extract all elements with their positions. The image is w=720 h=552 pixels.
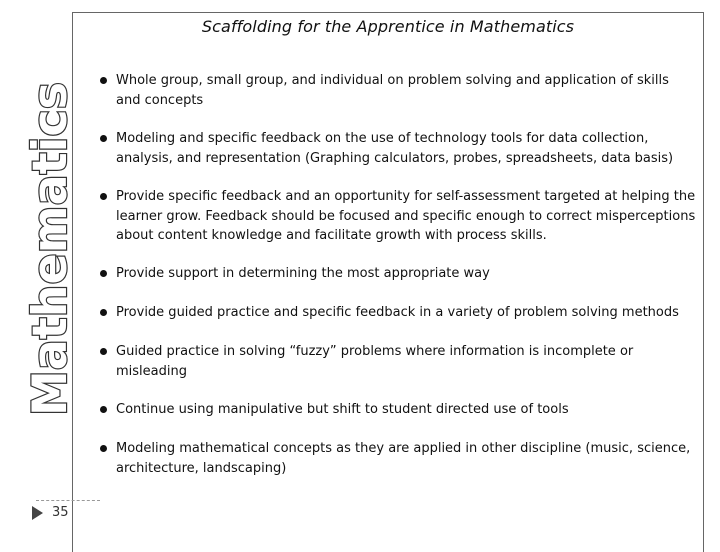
list-item: [100, 400, 696, 420]
slide-content-frame: [72, 12, 704, 552]
list-item-text: Whole group, small group, and individual on problem solving and application of skills and concepts: [116, 73, 669, 108]
list-item: [100, 187, 696, 246]
list-item-text: Modeling and specific feedback on the use of technology tools for data collection, analysis, and representation (Graphing calculators, probes, spreadsheets, data basis): [116, 131, 674, 166]
bullet-icon: [100, 135, 107, 142]
footer-divider: [36, 500, 100, 501]
list-item: [100, 71, 696, 110]
bullet-icon: [100, 309, 107, 316]
bullet-icon: [100, 445, 107, 452]
list-item-text: Provide guided practice and specific feedback in a variety of problem solving methods: [116, 305, 679, 320]
list-item-text: Provide specific feedback and an opportunity for self-assessment targeted at helping the learner grow. Feedback should be focused and specific enough to correct misperceptions about content knowledge and facilitate growth with process skills.: [116, 189, 696, 243]
list-item: [100, 342, 696, 381]
vertical-title-text: Mathematics: [23, 74, 78, 416]
vertical-title: [20, 74, 78, 420]
list-item-text: Modeling mathematical concepts as they are applied in other discipline (music, science, architecture, landscaping): [116, 441, 691, 476]
bullet-icon: [100, 77, 107, 84]
list-item-text: Continue using manipulative but shift to student directed use of tools: [116, 402, 569, 417]
list-item: [100, 264, 696, 284]
arrow-right-icon: [32, 506, 43, 520]
slide-title: Scaffolding for the Apprentice in Mathematics: [201, 17, 575, 36]
list-item: [100, 439, 696, 478]
bullet-icon: [100, 270, 107, 277]
bullet-icon: [100, 193, 107, 200]
list-item: [100, 129, 696, 168]
bullet-icon: [100, 348, 107, 355]
list-item: [100, 303, 696, 323]
bullet-icon: [100, 406, 107, 413]
page-number: 35: [52, 505, 69, 520]
list-item-text: Guided practice in solving “fuzzy” problems where information is incomplete or misleading: [116, 344, 634, 379]
list-item-text: Provide support in determining the most appropriate way: [116, 266, 490, 281]
page-indicator: [30, 500, 100, 530]
